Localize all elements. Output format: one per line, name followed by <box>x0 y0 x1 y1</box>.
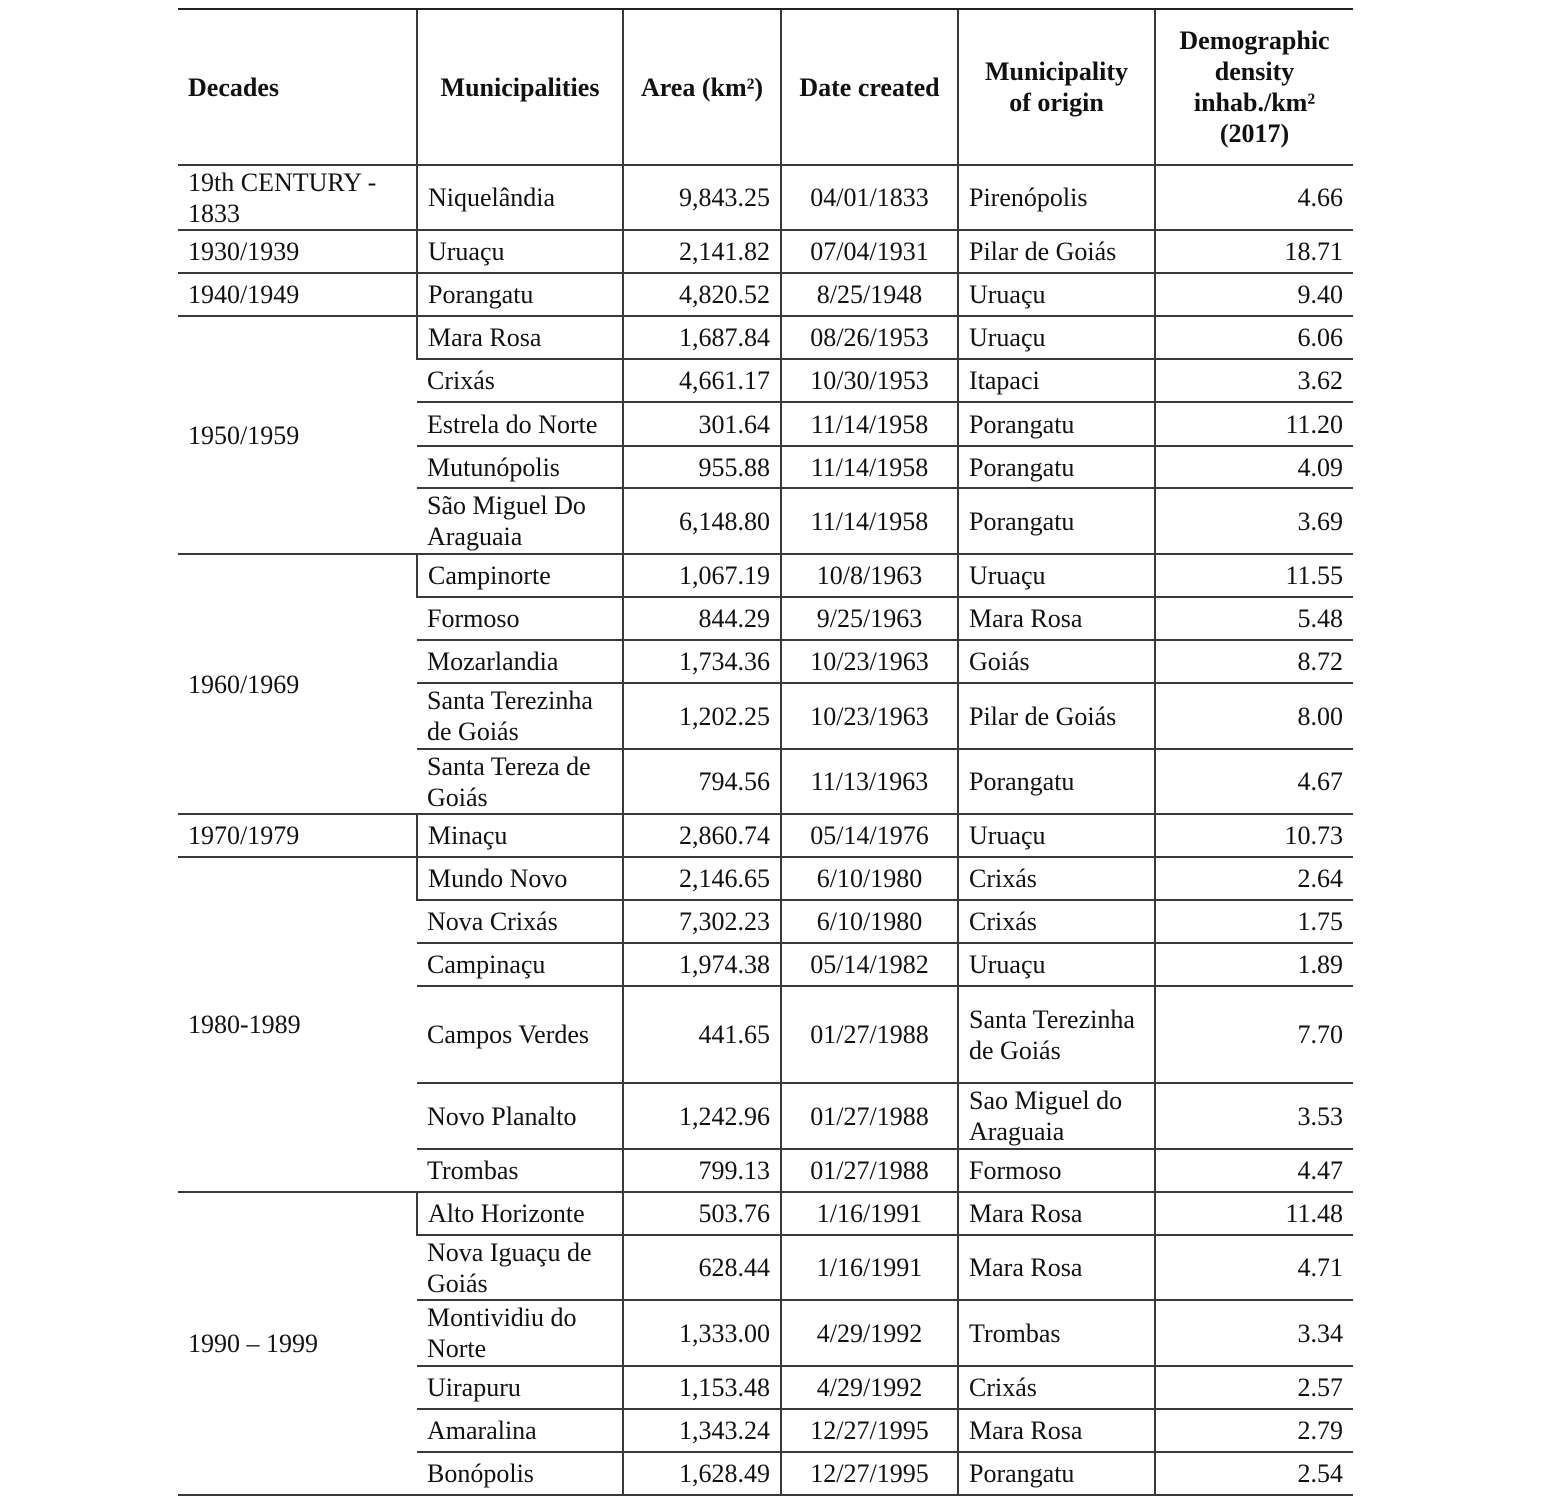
density-cell: 7.70 <box>1155 986 1353 1083</box>
origin-cell: Itapaci <box>958 359 1155 402</box>
density-cell: 11.20 <box>1155 402 1353 446</box>
area-cell: 799.13 <box>623 1149 781 1192</box>
origin-cell: Sao Miguel do Araguaia <box>958 1083 1155 1149</box>
origin-cell: Uruaçu <box>958 814 1155 857</box>
header-density-line1: Demographic <box>1179 26 1330 55</box>
municipality-cell: Santa Terezinha de Goiás <box>417 683 623 749</box>
density-cell: 18.71 <box>1155 230 1353 273</box>
origin-cell: Mara Rosa <box>958 597 1155 640</box>
area-cell: 2,146.65 <box>623 857 781 900</box>
area-cell: 1,242.96 <box>623 1083 781 1149</box>
header-density-line2: density <box>1214 57 1295 86</box>
municipality-cell: Campinorte <box>417 554 623 597</box>
origin-cell: Formoso <box>958 1149 1155 1192</box>
municipality-cell: Formoso <box>417 597 623 640</box>
area-cell: 4,661.17 <box>623 359 781 402</box>
date-created-cell: 10/23/1963 <box>781 640 958 683</box>
area-cell: 441.65 <box>623 986 781 1083</box>
municipality-cell: Santa Tereza de Goiás <box>417 749 623 814</box>
origin-cell: Crixás <box>958 900 1155 943</box>
date-created-cell: 6/10/1980 <box>781 900 958 943</box>
origin-cell: Porangatu <box>958 488 1155 554</box>
decade-cell: 1970/1979 <box>178 814 417 857</box>
date-created-cell: 01/27/1988 <box>781 1149 958 1192</box>
table-row <box>178 316 1353 359</box>
area-cell: 628.44 <box>623 1235 781 1300</box>
density-cell: 3.34 <box>1155 1300 1353 1366</box>
municipality-cell: Porangatu <box>417 273 623 316</box>
header-decades: Decades <box>178 9 417 165</box>
decade-cell: 1950/1959 <box>178 316 417 554</box>
date-created-cell: 8/25/1948 <box>781 273 958 316</box>
density-cell: 2.64 <box>1155 857 1353 900</box>
area-cell: 301.64 <box>623 402 781 446</box>
origin-cell: Uruaçu <box>958 316 1155 359</box>
municipality-cell: São Miguel Do Araguaia <box>417 488 623 554</box>
date-created-cell: 04/01/1833 <box>781 165 958 230</box>
header-demographic-density <box>1155 9 1353 165</box>
origin-cell: Porangatu <box>958 446 1155 488</box>
header-origin-line2: of origin <box>1009 88 1104 117</box>
area-cell: 503.76 <box>623 1192 781 1235</box>
density-cell: 4.09 <box>1155 446 1353 488</box>
origin-cell: Porangatu <box>958 749 1155 814</box>
municipality-cell: Trombas <box>417 1149 623 1192</box>
municipality-cell: Alto Horizonte <box>417 1192 623 1235</box>
density-cell: 11.55 <box>1155 554 1353 597</box>
date-created-cell: 12/27/1995 <box>781 1409 958 1452</box>
header-date-created: Date created <box>781 9 958 165</box>
area-cell: 1,734.36 <box>623 640 781 683</box>
decade-cell: 1940/1949 <box>178 273 417 316</box>
density-cell: 3.69 <box>1155 488 1353 554</box>
density-cell: 3.53 <box>1155 1083 1353 1149</box>
density-cell: 8.00 <box>1155 683 1353 749</box>
origin-cell: Crixás <box>958 1366 1155 1409</box>
density-cell: 4.71 <box>1155 1235 1353 1300</box>
origin-cell: Uruaçu <box>958 273 1155 316</box>
area-cell: 9,843.25 <box>623 165 781 230</box>
area-cell: 1,687.84 <box>623 316 781 359</box>
municipality-cell: Nova Crixás <box>417 900 623 943</box>
origin-cell: Pirenópolis <box>958 165 1155 230</box>
density-cell: 2.57 <box>1155 1366 1353 1409</box>
density-cell: 4.67 <box>1155 749 1353 814</box>
municipality-cell: Mozarlandia <box>417 640 623 683</box>
municipality-cell: Campinaçu <box>417 943 623 986</box>
area-cell: 1,153.48 <box>623 1366 781 1409</box>
table-row <box>178 857 1353 900</box>
municipality-cell: Niquelândia <box>417 165 623 230</box>
header-origin-line1: Municipality <box>984 57 1128 86</box>
municipality-cell: Mundo Novo <box>417 857 623 900</box>
header-density-line3: inhab./km² <box>1193 88 1316 117</box>
header-municipality-of-origin <box>958 9 1155 165</box>
table-row <box>178 814 1353 857</box>
table-row <box>178 554 1353 597</box>
area-cell: 844.29 <box>623 597 781 640</box>
area-cell: 2,860.74 <box>623 814 781 857</box>
origin-cell: Mara Rosa <box>958 1192 1155 1235</box>
area-cell: 7,302.23 <box>623 900 781 943</box>
date-created-cell: 12/27/1995 <box>781 1452 958 1495</box>
area-cell: 1,343.24 <box>623 1409 781 1452</box>
origin-cell: Mara Rosa <box>958 1409 1155 1452</box>
density-cell: 1.89 <box>1155 943 1353 986</box>
decade-cell: 1990 – 1999 <box>178 1192 417 1495</box>
date-created-cell: 9/25/1963 <box>781 597 958 640</box>
date-created-cell: 07/04/1931 <box>781 230 958 273</box>
municipality-cell: Mutunópolis <box>417 446 623 488</box>
date-created-cell: 11/14/1958 <box>781 446 958 488</box>
density-cell: 3.62 <box>1155 359 1353 402</box>
table-body <box>178 165 1353 1495</box>
density-cell: 11.48 <box>1155 1192 1353 1235</box>
table-row <box>178 273 1353 316</box>
area-cell: 1,067.19 <box>623 554 781 597</box>
origin-cell: Goiás <box>958 640 1155 683</box>
municipality-cell: Montividiu do Norte <box>417 1300 623 1366</box>
municipality-cell: Uruaçu <box>417 230 623 273</box>
density-cell: 1.75 <box>1155 900 1353 943</box>
density-cell: 4.66 <box>1155 165 1353 230</box>
date-created-cell: 10/23/1963 <box>781 683 958 749</box>
origin-cell: Crixás <box>958 857 1155 900</box>
date-created-cell: 05/14/1976 <box>781 814 958 857</box>
density-cell: 9.40 <box>1155 273 1353 316</box>
area-cell: 4,820.52 <box>623 273 781 316</box>
header-municipalities: Municipalities <box>417 9 623 165</box>
density-cell: 8.72 <box>1155 640 1353 683</box>
header-density-line4: (2017) <box>1219 119 1290 148</box>
header-area: Area (km²) <box>623 9 781 165</box>
area-cell: 955.88 <box>623 446 781 488</box>
municipality-cell: Amaralina <box>417 1409 623 1452</box>
table-row <box>178 230 1353 273</box>
origin-cell: Pilar de Goiás <box>958 230 1155 273</box>
municipality-cell: Crixás <box>417 359 623 402</box>
decade-cell: 1960/1969 <box>178 554 417 814</box>
municipality-cell: Bonópolis <box>417 1452 623 1495</box>
origin-cell: Uruaçu <box>958 554 1155 597</box>
municipalities-table <box>178 8 1353 1496</box>
origin-cell: Santa Terezinha de Goiás <box>958 986 1155 1083</box>
area-cell: 1,202.25 <box>623 683 781 749</box>
density-cell: 4.47 <box>1155 1149 1353 1192</box>
date-created-cell: 01/27/1988 <box>781 1083 958 1149</box>
table-row <box>178 1192 1353 1235</box>
municipality-cell: Uirapuru <box>417 1366 623 1409</box>
date-created-cell: 4/29/1992 <box>781 1300 958 1366</box>
origin-cell: Porangatu <box>958 402 1155 446</box>
municipality-cell: Estrela do Norte <box>417 402 623 446</box>
decade-cell: 1980-1989 <box>178 857 417 1192</box>
area-cell: 1,974.38 <box>623 943 781 986</box>
decade-cell: 1930/1939 <box>178 230 417 273</box>
date-created-cell: 11/13/1963 <box>781 749 958 814</box>
date-created-cell: 10/30/1953 <box>781 359 958 402</box>
area-cell: 794.56 <box>623 749 781 814</box>
date-created-cell: 11/14/1958 <box>781 402 958 446</box>
density-cell: 10.73 <box>1155 814 1353 857</box>
date-created-cell: 01/27/1988 <box>781 986 958 1083</box>
area-cell: 1,628.49 <box>623 1452 781 1495</box>
date-created-cell: 6/10/1980 <box>781 857 958 900</box>
date-created-cell: 10/8/1963 <box>781 554 958 597</box>
table-row <box>178 165 1353 230</box>
origin-cell: Porangatu <box>958 1452 1155 1495</box>
density-cell: 2.54 <box>1155 1452 1353 1495</box>
municipality-cell: Novo Planalto <box>417 1083 623 1149</box>
municipality-cell: Mara Rosa <box>417 316 623 359</box>
date-created-cell: 05/14/1982 <box>781 943 958 986</box>
date-created-cell: 4/29/1992 <box>781 1366 958 1409</box>
date-created-cell: 1/16/1991 <box>781 1192 958 1235</box>
date-created-cell: 08/26/1953 <box>781 316 958 359</box>
origin-cell: Trombas <box>958 1300 1155 1366</box>
date-created-cell: 11/14/1958 <box>781 488 958 554</box>
area-cell: 2,141.82 <box>623 230 781 273</box>
origin-cell: Uruaçu <box>958 943 1155 986</box>
municipality-cell: Nova Iguaçu de Goiás <box>417 1235 623 1300</box>
area-cell: 1,333.00 <box>623 1300 781 1366</box>
municipality-cell: Minaçu <box>417 814 623 857</box>
density-cell: 2.79 <box>1155 1409 1353 1452</box>
municipality-cell: Campos Verdes <box>417 986 623 1083</box>
density-cell: 5.48 <box>1155 597 1353 640</box>
date-created-cell: 1/16/1991 <box>781 1235 958 1300</box>
density-cell: 6.06 <box>1155 316 1353 359</box>
area-cell: 6,148.80 <box>623 488 781 554</box>
table-header-row <box>178 9 1353 165</box>
origin-cell: Pilar de Goiás <box>958 683 1155 749</box>
origin-cell: Mara Rosa <box>958 1235 1155 1300</box>
decade-cell: 19th CENTURY - 1833 <box>178 165 417 230</box>
